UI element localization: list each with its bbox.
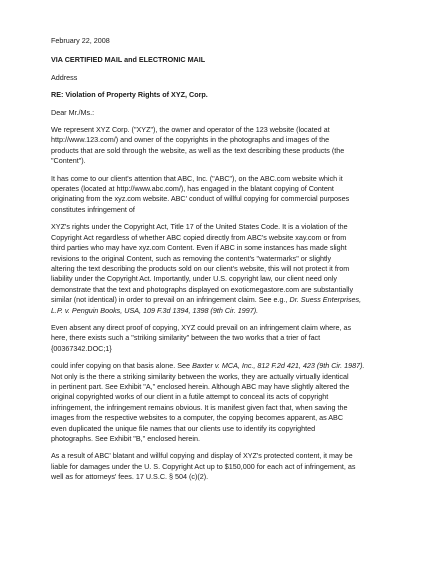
paragraph-line: even duplicated the unique file names that our clients use to identify its copyrighted: [51, 423, 316, 433]
paragraph-line: here, there exists such a "striking similarity" between the two works that a trier of fact: [51, 333, 321, 343]
paragraph-6: [51, 451, 391, 482]
letter-date: February 22, 2008: [51, 36, 110, 45]
paragraph-line: Not only is the there a striking similarity between the works, they are actually virtually identical: [51, 371, 349, 381]
paragraph-line: Copyright Act regardless of whether ABC copied directly from ABC's website xay.com or from: [51, 232, 347, 242]
paragraph-line: originating from the xyz.com website. ABC' conduct of willful copying for commercial purposes: [51, 194, 350, 204]
paragraph-5: [51, 361, 391, 444]
paragraph-line: XYZ's rights under the Copyright Act, Title 17 of the United States Code. It is a violation of the: [51, 222, 348, 232]
paragraph-line: operates (located at http://www.abc.com/), has engaged in the blatant copying of Content: [51, 184, 334, 194]
salutation: Dear Mr./Ms.:: [51, 107, 95, 117]
case-citation: Baxter v. MCA, Inc., 812 F.2d 421, 423 (9th Cir. 1987).: [192, 361, 365, 371]
paragraph-1: [51, 125, 391, 167]
delivery-method: VIA CERTIFIED MAIL and ELECTRONIC MAIL: [51, 55, 206, 65]
paragraph-line: infringement, the infringement remains obvious. It is manifest given fact that, when saving the: [51, 402, 348, 412]
paragraph-line: As a result of ABC' blatant and willful copying and display of XYZ's protected content, it may be: [51, 451, 353, 461]
paragraph-2: [51, 174, 391, 216]
paragraph-line: well as for attorneys' fees. 17 U.S.C. § 504 (c)(2).: [51, 472, 209, 482]
case-citation: L.P. v. Penguin Books, USA, 109 F.3d 1394, 1398 (9th Cir. 1997).: [51, 305, 259, 315]
paragraph-line: revisions to the original Content, such as removing the content's "watermarks" or slightly: [51, 253, 332, 263]
paragraph-line: liability under the Copyright Act. Importantly, under U.S. copyright law, our client need only: [51, 274, 337, 284]
paragraph-line: liable for damages under the U. S. Copyright Act up to $150,000 for each act of infringement, as: [51, 461, 356, 471]
case-citation: Dr. Suess Enterprises,: [289, 295, 362, 305]
paragraph-line: http://www.123.com/) and owner of the copyrights in the photographs and images of the: [51, 135, 330, 145]
paragraph-line: constitutes infringement of: [51, 204, 135, 214]
paragraph-line: We represent XYZ Corp. ("XYZ"), the owner and operator of the 123 website (located at: [51, 125, 330, 135]
paragraph-line: Even absent any direct proof of copying, XYZ could prevail on an infringement claim where, as: [51, 322, 352, 332]
paragraph-line: images from the respective websites to a computer, the copying becomes apparent, as ABC: [51, 413, 344, 423]
subject-line: RE: Violation of Property Rights of XYZ, Corp.: [51, 90, 208, 100]
paragraph-line: in pertinent part. See Exhibit "A," enclosed herein. Although ABC may have slightly altered the: [51, 381, 350, 391]
paragraph-3: [51, 222, 391, 316]
paragraph-line: could infer copying on that basis alone. See Baxter v. MCA, Inc., 812 F.2d 421, 423 (9th Cir. 1987).: [51, 361, 365, 371]
recipient-address: Address: [51, 72, 78, 82]
paragraph-line: similar (not identical) in order to prevail on an infringement claim. See e.g., Dr. Suess Enterprises,: [51, 295, 362, 305]
paragraph-line: original copyrighted works of our client in a futile attempt to conceal its acts of copyright: [51, 392, 329, 402]
paragraph-4: [51, 323, 391, 354]
paragraph-line: "Content").: [51, 156, 86, 166]
paragraph-line: demonstrate that the text and photographs displayed on exoticmegastore.com are substantially: [51, 284, 354, 294]
paragraph-line: It has come to our client's attention that ABC, Inc. ("ABC"), on the ABC.com website which it: [51, 173, 343, 183]
paragraph-line: photographs. See Exhibit "B," enclosed herein.: [51, 434, 200, 443]
document-reference: {00367342.DOC;1}: [51, 343, 112, 353]
paragraph-line: altering the text describing the products sold on our client's website, this will not protect it from: [51, 263, 350, 273]
paragraph-line: [51, 306, 391, 316]
paragraph-line: products that are sold through the website, as well as the text describing these products (the: [51, 145, 345, 155]
paragraph-line: third parties who may have xyz.com Content. Even if ABC in some instances has made slight: [51, 243, 347, 253]
